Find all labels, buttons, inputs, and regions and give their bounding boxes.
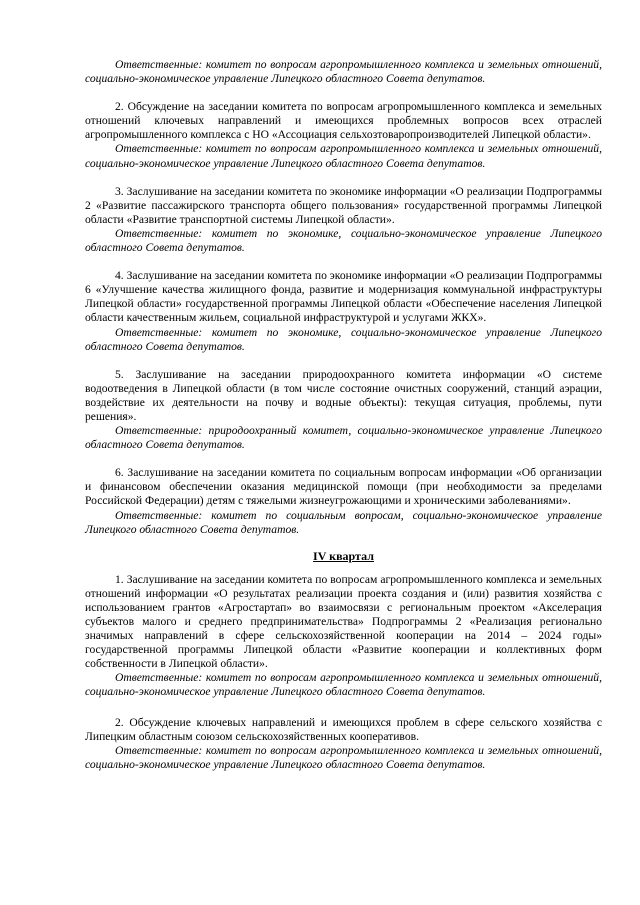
q4-item-1-text: 1. Заслушивание на заседании комитета по вопросам агропромышленного комплекса и земельных отношений информации «О результатах реализации проекта создания и (или) развития хозяйства с использованием грантов «Агростартап» во взаимосвязи с региональным проектом «Акселерация субъектов малого и среднего предпринимательства» Подпрограммы 2 «Реализация регионально значимых направлений в сфере сельскохозяйственной кооперации на 2014 – 2024 годы» государственной программы Липецкой области «Развитие кооперации и коллективных форм собственности в Липецкой области». [85, 572, 602, 671]
item-6-responsible: Ответственные: комитет по социальным вопросам, социально-экономическое управление Липецкого областного Совета депутатов. [85, 508, 602, 536]
item-3-text: 3. Заслушивание на заседании комитета по экономике информации «О реализации Подпрограммы 2 «Развитие пассажирского транспорта общего пользования» государственной программы Липецкой области «Развитие транспортной системы Липецкой области». [85, 184, 602, 226]
q4-item-2-responsible: Ответственные: комитет по вопросам агропромышленного комплекса и земельных отношений, социально-экономическое управление Липецкого областного Совета депутатов. [85, 743, 602, 771]
item-6-text: 6. Заслушивание на заседании комитета по социальным вопросам информации «Об организации и финансовом обеспечении оказания медицинской помощи (при необходимости за пределами Российской Федерации) детям с тяжелыми жизнеугрожающими и хроническими заболеваниями». [85, 466, 602, 508]
q4-item-2-text: 2. Обсуждение ключевых направлений и имеющихся проблем в сфере сельского хозяйства с Липецким областным союзом сельскохозяйственных кооперативов. [85, 715, 602, 743]
quarter-heading: IV квартал [313, 548, 374, 563]
item-3-responsible: Ответственные: комитет по экономике, социально-экономическое управление Липецкого областного Совета депутатов. [85, 226, 602, 255]
item-5-text: 5. Заслушивание на заседании природоохранного комитета информации «О системе водоотведения в Липецкой области (в том числе состояние очистных сооружений, станций аэрации, воздействие их деятельности на почву и водные объекты): текущая ситуация, проблемы, пути решения». [85, 367, 602, 423]
item-2-text: 2. Обсуждение на заседании комитета по вопросам агропромышленного комплекса и земельных отношений ключевых направлений и имеющихся проблемных вопросов всех отраслей агропромышленного комплекса с НО «Ассоциация сельхозтоваропроизводителей Липецкой области». [85, 100, 602, 142]
item-5-responsible: Ответственные: природоохранный комитет, социально-экономическое управление Липецкого областного Совета депутатов. [85, 424, 602, 452]
item-4-text: 4. Заслушивание на заседании комитета по экономике информации «О реализации Подпрограммы 6 «Улучшение качества жилищного фонда, развитие и модернизация коммунальной инфраструктуры Липецкой области» государственной программы Липецкой области «Обеспечение населения Липецкой области качественным жильем, социальной инфраструктурой и услугами ЖКХ». [85, 269, 602, 325]
item-2-responsible: Ответственные: комитет по вопросам агропромышленного комплекса и земельных отношений, социально-экономическое управление Липецкого областного Совета депутатов. [85, 142, 602, 170]
responsible-note-top: Ответственные: комитет по вопросам агропромышленного комплекса и земельных отношений, социально-экономическое управление Липецкого областного Совета депутатов. [85, 58, 602, 86]
q4-item-1-responsible: Ответственные: комитет по вопросам агропромышленного комплекса и земельных отношений, социально-экономическое управление Липецкого областного Совета депутатов. [85, 671, 602, 699]
item-4-responsible: Ответственные: комитет по экономике, социально-экономическое управление Липецкого областного Совета депутатов. [85, 325, 602, 353]
